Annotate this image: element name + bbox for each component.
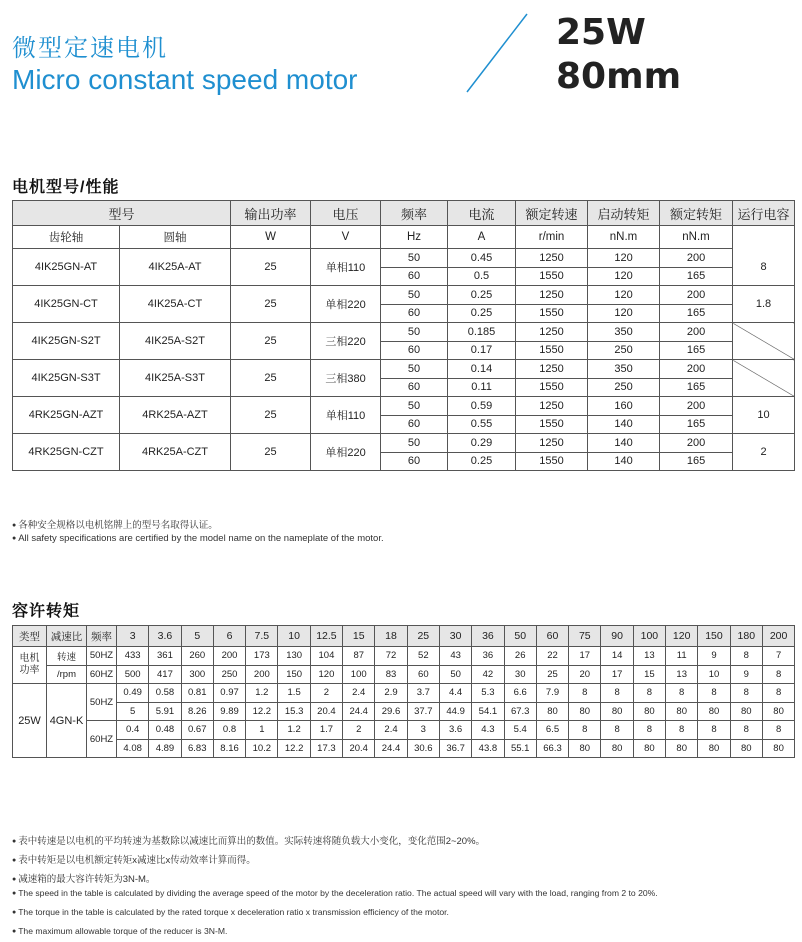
speed-value: 361	[149, 647, 181, 666]
current: 0.25	[448, 304, 516, 323]
torque-value: 3.7	[407, 684, 439, 703]
torque-value: 15.3	[278, 702, 310, 721]
start-torque: 140	[588, 452, 660, 471]
torque-value: 20.4	[310, 702, 342, 721]
unit-voltage: V	[311, 226, 381, 249]
torque-value: 8	[666, 721, 698, 740]
title-en: Micro constant speed motor	[12, 64, 358, 95]
torque-value: 6.6	[504, 684, 536, 703]
torque-value: 37.7	[407, 702, 439, 721]
frequency: 60	[381, 378, 448, 397]
start-torque: 160	[588, 397, 660, 416]
torque-value: 80	[633, 702, 665, 721]
ratio-header: 36	[472, 626, 504, 647]
unit-capacitor	[733, 226, 795, 249]
round-shaft-model: 4RK25A-AZT	[120, 397, 231, 434]
torque-value: 80	[698, 739, 730, 758]
ratio-header: 200	[762, 626, 794, 647]
torque-value: 6.5	[536, 721, 568, 740]
output-power: 25	[231, 323, 311, 360]
ratio-header: 12.5	[310, 626, 342, 647]
frequency: 60	[381, 341, 448, 360]
start-torque: 140	[588, 434, 660, 453]
round-shaft-model: 4IK25A-CT	[120, 286, 231, 323]
torque-note-1: ● 表中转速是以电机的平均转速为基数除以减速比而算出的数值。实际转速将随负载大小变化，变化范围2~20%。	[12, 833, 485, 847]
torque-value: 80	[666, 739, 698, 758]
speed-value: 26	[504, 647, 536, 666]
ratio-header: 7.5	[246, 626, 278, 647]
speed-value: 13	[666, 665, 698, 684]
header-capacitor: 运行电容	[733, 201, 795, 226]
round-shaft-model: 4IK25A-AT	[120, 249, 231, 286]
torque-value: 8.26	[181, 702, 213, 721]
subheader-gear-shaft: 齿轮轴	[13, 226, 120, 249]
gear-model: 4GN-K	[47, 684, 87, 758]
torque-value: 8.16	[213, 739, 245, 758]
torque-value: 3	[407, 721, 439, 740]
round-shaft-model: 4IK25A-S2T	[120, 323, 231, 360]
header-current: 电流	[448, 201, 516, 226]
rated-speed: 1250	[516, 249, 588, 268]
ratio-header: 3	[117, 626, 149, 647]
speed-value: 72	[375, 647, 407, 666]
torque-value: 0.49	[117, 684, 149, 703]
speed-value: 87	[343, 647, 375, 666]
speed-value: 9	[698, 647, 730, 666]
rated-speed: 1550	[516, 415, 588, 434]
torque-value: 80	[569, 739, 601, 758]
torque-note-5: ● The torque in the table is calculated by the rated torque x deceleration ratio x transmission efficiency of the motor.	[12, 907, 449, 917]
torque-value: 8	[762, 721, 794, 740]
torque-value: 10.2	[246, 739, 278, 758]
ratio-header: 100	[633, 626, 665, 647]
speed-value: 150	[278, 665, 310, 684]
torque-value: 2	[343, 721, 375, 740]
torque-value: 66.3	[536, 739, 568, 758]
torque-value: 2	[310, 684, 342, 703]
rated-speed: 1250	[516, 286, 588, 305]
torque-value: 20.4	[343, 739, 375, 758]
torque-value: 5.91	[149, 702, 181, 721]
speed-value: 13	[633, 647, 665, 666]
torque-value: 0.97	[213, 684, 245, 703]
torque-value: 36.7	[439, 739, 471, 758]
ratio-header: 90	[601, 626, 633, 647]
ratio-header: 6	[213, 626, 245, 647]
torque-value: 67.3	[504, 702, 536, 721]
perf-row	[13, 360, 795, 379]
rated-torque: 165	[660, 267, 733, 286]
frequency: 50	[381, 397, 448, 416]
ratio-header: 25	[407, 626, 439, 647]
speed-value: 260	[181, 647, 213, 666]
header-model: 型号	[13, 201, 231, 226]
speed-value: 7	[762, 647, 794, 666]
perf-row	[13, 323, 795, 342]
speed-value: 9	[730, 665, 762, 684]
torque-row	[13, 702, 795, 721]
speed-value: 100	[343, 665, 375, 684]
torque-value: 80	[666, 702, 698, 721]
torque-value: 8	[698, 721, 730, 740]
rated-torque: 200	[660, 249, 733, 268]
speed-value: 14	[601, 647, 633, 666]
speed-row	[13, 647, 795, 666]
frequency: 60	[381, 452, 448, 471]
speed-value: 120	[310, 665, 342, 684]
speed-value: 52	[407, 647, 439, 666]
frequency: 60	[381, 267, 448, 286]
rated-torque: 165	[660, 452, 733, 471]
output-power: 25	[231, 434, 311, 471]
ratio-header: 5	[181, 626, 213, 647]
rated-torque: 165	[660, 378, 733, 397]
torque-value: 0.4	[117, 721, 149, 740]
torque-value: 4.08	[117, 739, 149, 758]
start-torque: 140	[588, 415, 660, 434]
torque-value: 1.2	[278, 721, 310, 740]
torque-frequency: 60HZ	[87, 721, 117, 758]
torque-value: 29.6	[375, 702, 407, 721]
speed-frequency: 60HZ	[87, 665, 117, 684]
torque-value: 7.9	[536, 684, 568, 703]
torque-value: 8	[762, 684, 794, 703]
torque-value: 80	[698, 702, 730, 721]
speed-value: 17	[601, 665, 633, 684]
torque-value: 8	[633, 721, 665, 740]
torque-value: 4.3	[472, 721, 504, 740]
ratio-header: 150	[698, 626, 730, 647]
header-start-torque: 启动转矩	[588, 201, 660, 226]
unit-rated-torque: nN.m	[660, 226, 733, 249]
torque-section-title: 容许转矩	[12, 603, 81, 620]
unit-start-torque: nN.m	[588, 226, 660, 249]
torque-value: 80	[633, 739, 665, 758]
torque-value: 24.4	[343, 702, 375, 721]
current: 0.25	[448, 452, 516, 471]
rated-torque: 165	[660, 304, 733, 323]
torque-value: 12.2	[278, 739, 310, 758]
torque-value: 2.4	[375, 721, 407, 740]
frequency: 60	[381, 415, 448, 434]
frequency: 50	[381, 286, 448, 305]
power-spec: 25W	[556, 12, 646, 53]
current: 0.11	[448, 378, 516, 397]
torque-value: 9.89	[213, 702, 245, 721]
torque-value: 80	[730, 702, 762, 721]
voltage: 单相110	[311, 249, 381, 286]
current: 0.55	[448, 415, 516, 434]
unit-power: W	[231, 226, 311, 249]
speed-value: 104	[310, 647, 342, 666]
torque-value: 55.1	[504, 739, 536, 758]
torque-value: 0.67	[181, 721, 213, 740]
header-frequency: 频率	[87, 626, 117, 647]
run-capacitor: 10	[733, 397, 795, 434]
speed-value: 500	[117, 665, 149, 684]
perf-row	[13, 397, 795, 416]
speed-value: 417	[149, 665, 181, 684]
torque-value: 2.9	[375, 684, 407, 703]
ratio-header: 120	[666, 626, 698, 647]
torque-value: 2.4	[343, 684, 375, 703]
start-torque: 250	[588, 378, 660, 397]
start-torque: 350	[588, 360, 660, 379]
speed-value: 8	[762, 665, 794, 684]
speed-value: 200	[213, 647, 245, 666]
perf-row	[13, 249, 795, 268]
speed-value: 173	[246, 647, 278, 666]
torque-value: 8	[601, 721, 633, 740]
torque-value: 3.6	[439, 721, 471, 740]
perf-note-cn: ● 各种安全规格以电机铭牌上的型号名取得认证。	[12, 517, 218, 531]
start-torque: 250	[588, 341, 660, 360]
torque-value: 8	[666, 684, 698, 703]
torque-row	[13, 684, 795, 703]
torque-value: 30.6	[407, 739, 439, 758]
torque-value: 43.8	[472, 739, 504, 758]
torque-value: 80	[601, 739, 633, 758]
torque-value: 0.81	[181, 684, 213, 703]
rated-speed: 1250	[516, 397, 588, 416]
perf-row	[13, 286, 795, 305]
frequency: 50	[381, 434, 448, 453]
speed-row	[13, 665, 795, 684]
torque-value: 44.9	[439, 702, 471, 721]
torque-value: 8	[698, 684, 730, 703]
speed-unit: 转速	[47, 647, 87, 666]
torque-value: 54.1	[472, 702, 504, 721]
rated-torque: 200	[660, 397, 733, 416]
torque-row	[13, 721, 795, 740]
ratio-header: 75	[569, 626, 601, 647]
rated-torque: 200	[660, 323, 733, 342]
unit-frequency: Hz	[381, 226, 448, 249]
torque-value: 0.58	[149, 684, 181, 703]
torque-value: 8	[730, 684, 762, 703]
speed-value: 10	[698, 665, 730, 684]
voltage: 三相380	[311, 360, 381, 397]
unit-current: A	[448, 226, 516, 249]
frequency: 50	[381, 249, 448, 268]
rated-torque: 200	[660, 286, 733, 305]
gear-shaft-model: 4IK25GN-S3T	[13, 360, 120, 397]
subheader-round-shaft: 圆轴	[120, 226, 231, 249]
start-torque: 120	[588, 286, 660, 305]
perf-section-title: 电机型号/性能	[12, 179, 120, 196]
torque-value: 8	[569, 684, 601, 703]
torque-value: 80	[569, 702, 601, 721]
current: 0.25	[448, 286, 516, 305]
header-ratio: 减速比	[47, 626, 87, 647]
torque-value: 4.4	[439, 684, 471, 703]
unit-speed: r/min	[516, 226, 588, 249]
start-torque: 120	[588, 249, 660, 268]
gear-shaft-model: 4IK25GN-S2T	[13, 323, 120, 360]
speed-label-bottom: 功率	[19, 665, 40, 676]
start-torque: 120	[588, 267, 660, 286]
voltage: 单相220	[311, 434, 381, 471]
ratio-header: 10	[278, 626, 310, 647]
speed-value: 43	[439, 647, 471, 666]
performance-table	[12, 200, 795, 471]
rated-torque: 165	[660, 341, 733, 360]
header-rated-torque: 额定转矩	[660, 201, 733, 226]
torque-note-2: ● 表中转矩是以电机额定转矩x减速比x传动效率计算而得。	[12, 852, 256, 866]
header-rated-speed: 额定转速	[516, 201, 588, 226]
current: 0.5	[448, 267, 516, 286]
torque-note-3: ● 减速箱的最大容许转矩为3N-M。	[12, 871, 155, 885]
output-power: 25	[231, 286, 311, 323]
torque-value: 8	[730, 721, 762, 740]
current: 0.14	[448, 360, 516, 379]
ratio-header: 3.6	[149, 626, 181, 647]
torque-value: 8	[633, 684, 665, 703]
round-shaft-model: 4RK25A-CZT	[120, 434, 231, 471]
torque-value: 1.5	[278, 684, 310, 703]
header-power: 输出功率	[231, 201, 311, 226]
run-capacitor-na	[733, 323, 795, 360]
torque-note-4: ● The speed in the table is calculated by dividing the average speed of the motor by the deceleration ratio. The actual speed will vary with the load, ranging from 2 to 20%.	[12, 888, 658, 898]
speed-value: 200	[246, 665, 278, 684]
torque-value: 17.3	[310, 739, 342, 758]
speed-value: 20	[569, 665, 601, 684]
torque-value: 5.3	[472, 684, 504, 703]
rated-speed: 1550	[516, 378, 588, 397]
perf-note-en: ● All safety specifications are certified by the model name on the nameplate of the motor.	[12, 533, 384, 544]
gear-shaft-model: 4RK25GN-AZT	[13, 397, 120, 434]
torque-table	[12, 625, 795, 758]
ratio-header: 180	[730, 626, 762, 647]
ratio-header: 30	[439, 626, 471, 647]
torque-value: 5.4	[504, 721, 536, 740]
torque-value: 0.48	[149, 721, 181, 740]
speed-value: 250	[213, 665, 245, 684]
speed-value: 130	[278, 647, 310, 666]
torque-value: 12.2	[246, 702, 278, 721]
speed-value: 60	[407, 665, 439, 684]
rated-speed: 1250	[516, 360, 588, 379]
gear-shaft-model: 4RK25GN-CZT	[13, 434, 120, 471]
ratio-header: 60	[536, 626, 568, 647]
speed-frequency: 50HZ	[87, 647, 117, 666]
ratio-header: 50	[504, 626, 536, 647]
speed-value: 433	[117, 647, 149, 666]
header-frequency: 频率	[381, 201, 448, 226]
torque-value: 8	[601, 684, 633, 703]
speed-value: 15	[633, 665, 665, 684]
torque-value: 80	[730, 739, 762, 758]
ratio-header: 15	[343, 626, 375, 647]
rated-torque: 200	[660, 434, 733, 453]
torque-value: 1.2	[246, 684, 278, 703]
frequency: 50	[381, 360, 448, 379]
torque-value: 80	[536, 702, 568, 721]
torque-value: 80	[762, 739, 794, 758]
torque-frequency: 50HZ	[87, 684, 117, 721]
speed-value: 11	[666, 647, 698, 666]
rated-torque: 165	[660, 415, 733, 434]
rated-speed: 1250	[516, 323, 588, 342]
voltage: 三相220	[311, 323, 381, 360]
speed-value: 22	[536, 647, 568, 666]
torque-value: 6.83	[181, 739, 213, 758]
speed-value: 17	[569, 647, 601, 666]
speed-value: 30	[504, 665, 536, 684]
current: 0.17	[448, 341, 516, 360]
voltage: 单相110	[311, 397, 381, 434]
run-capacitor-na	[733, 360, 795, 397]
start-torque: 120	[588, 304, 660, 323]
frequency: 60	[381, 304, 448, 323]
current: 0.45	[448, 249, 516, 268]
voltage: 单相220	[311, 286, 381, 323]
speed-value: 83	[375, 665, 407, 684]
torque-value: 4.89	[149, 739, 181, 758]
torque-value: 80	[762, 702, 794, 721]
current: 0.29	[448, 434, 516, 453]
run-capacitor: 1.8	[733, 286, 795, 323]
gear-shaft-model: 4IK25GN-CT	[13, 286, 120, 323]
gear-shaft-model: 4IK25GN-AT	[13, 249, 120, 286]
torque-value: 80	[601, 702, 633, 721]
rated-speed: 1250	[516, 434, 588, 453]
divider-slash	[465, 12, 529, 94]
torque-value: 0.8	[213, 721, 245, 740]
torque-row	[13, 739, 795, 758]
speed-value: 36	[472, 647, 504, 666]
output-power: 25	[231, 249, 311, 286]
round-shaft-model: 4IK25A-S3T	[120, 360, 231, 397]
torque-value: 5	[117, 702, 149, 721]
torque-note-6: ● The maximum allowable torque of the reducer is 3N-M.	[12, 926, 227, 936]
speed-value: 50	[439, 665, 471, 684]
current: 0.59	[448, 397, 516, 416]
speed-value: 42	[472, 665, 504, 684]
title-cn: 微型定速电机	[12, 35, 168, 62]
header-type: 类型	[13, 626, 47, 647]
start-torque: 350	[588, 323, 660, 342]
speed-value: 25	[536, 665, 568, 684]
torque-value: 24.4	[375, 739, 407, 758]
rated-torque: 200	[660, 360, 733, 379]
perf-row	[13, 434, 795, 453]
torque-value: 8	[569, 721, 601, 740]
size-spec: 80mm	[556, 56, 682, 97]
frequency: 50	[381, 323, 448, 342]
rated-speed: 1550	[516, 341, 588, 360]
torque-value: 1	[246, 721, 278, 740]
torque-value: 1.7	[310, 721, 342, 740]
motor-type: 25W	[13, 684, 47, 758]
run-capacitor: 2	[733, 434, 795, 471]
rated-speed: 1550	[516, 452, 588, 471]
current: 0.185	[448, 323, 516, 342]
output-power: 25	[231, 360, 311, 397]
speed-value: 8	[730, 647, 762, 666]
run-capacitor: 8	[733, 249, 795, 286]
speed-unit: /rpm	[47, 665, 87, 684]
rated-speed: 1550	[516, 267, 588, 286]
rated-speed: 1550	[516, 304, 588, 323]
header-voltage: 电压	[311, 201, 381, 226]
ratio-header: 18	[375, 626, 407, 647]
speed-label	[13, 647, 47, 684]
speed-label-top: 电机	[19, 653, 40, 664]
output-power: 25	[231, 397, 311, 434]
speed-value: 300	[181, 665, 213, 684]
